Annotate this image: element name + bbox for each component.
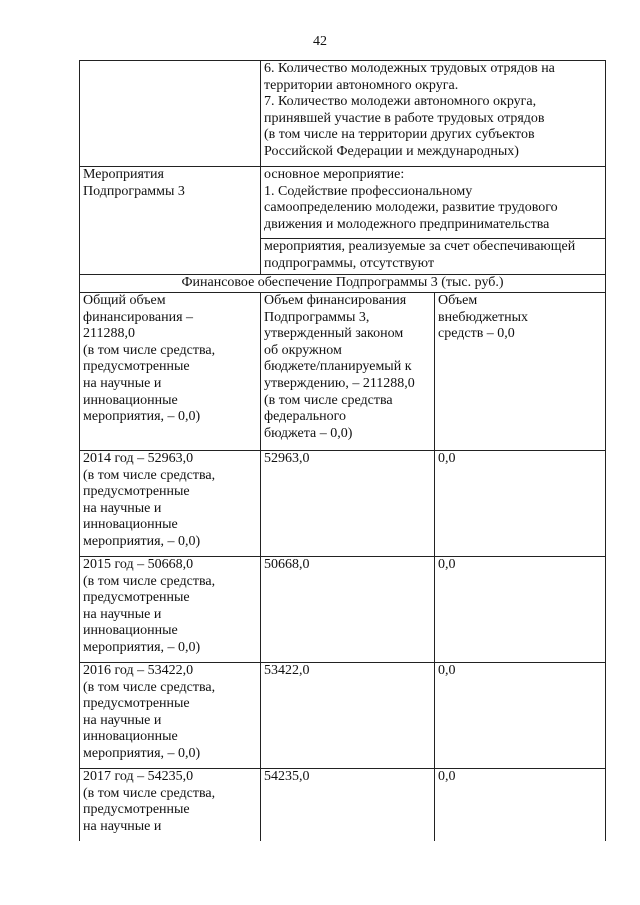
measures-support-text: мероприятия, реализуемые за счет обеспечивающей подпрограммы, отсутствуют xyxy=(261,239,606,275)
indicators-label-cell xyxy=(80,61,261,167)
financing-title-row xyxy=(80,275,606,293)
year-row-2015 xyxy=(80,557,606,663)
measures-row-main xyxy=(80,167,606,239)
financing-header-row xyxy=(80,293,606,451)
measures-label: Мероприятия Подпрограммы 3 xyxy=(80,167,261,275)
extrabudget-cell: 0,0 xyxy=(435,451,606,557)
extrabudget-cell: 0,0 xyxy=(435,769,606,841)
budget-volume-cell: Объем финансирования Подпрограммы 3, утвержденный законом об окружном бюджете/планируемый к утверждению, – 211288,0 (в том числе средства федерального бюджета – 0,0) xyxy=(261,293,435,451)
year-row-2014 xyxy=(80,451,606,557)
measures-main-text: основное мероприятие: 1. Содействие профессиональному самоопределению молодежи, развитие трудового движения и молодежного предпринимательства xyxy=(261,167,606,239)
financing-title: Финансовое обеспечение Подпрограммы 3 (тыс. руб.) xyxy=(80,275,606,293)
year-row-2017 xyxy=(80,769,606,841)
budget-cell: 52963,0 xyxy=(261,451,435,557)
year-cell: 2014 год – 52963,0 (в том числе средства, предусмотренные на научные и инновационные мероприятия, – 0,0) xyxy=(80,451,261,557)
extrabudget-cell: 0,0 xyxy=(435,557,606,663)
indicators-text: 6. Количество молодежных трудовых отрядов на территории автономного округа. 7. Количество молодежи автономного округа, принявшей участие в работе трудовых отрядов (в том числе на территории других субъектов Российской Федерации и международных) xyxy=(261,61,606,167)
budget-cell: 54235,0 xyxy=(261,769,435,841)
budget-cell: 50668,0 xyxy=(261,557,435,663)
total-volume-cell: Общий объем финансирования – 211288,0 (в том числе средства, предусмотренные на научные и инновационные мероприятия, – 0,0) xyxy=(80,293,261,451)
page-number: 42 xyxy=(313,34,327,49)
year-row-2016 xyxy=(80,663,606,769)
subprogram-passport-table xyxy=(79,60,606,841)
year-cell: 2015 год – 50668,0 (в том числе средства, предусмотренные на научные и инновационные мероприятия, – 0,0) xyxy=(80,557,261,663)
year-cell: 2017 год – 54235,0 (в том числе средства, предусмотренные на научные и xyxy=(80,769,261,841)
year-cell: 2016 год – 53422,0 (в том числе средства, предусмотренные на научные и инновационные мероприятия, – 0,0) xyxy=(80,663,261,769)
indicators-row xyxy=(80,61,606,167)
extrabudget-cell: 0,0 xyxy=(435,663,606,769)
extrabudget-volume-cell: Объем внебюджетных средств – 0,0 xyxy=(435,293,606,451)
budget-cell: 53422,0 xyxy=(261,663,435,769)
